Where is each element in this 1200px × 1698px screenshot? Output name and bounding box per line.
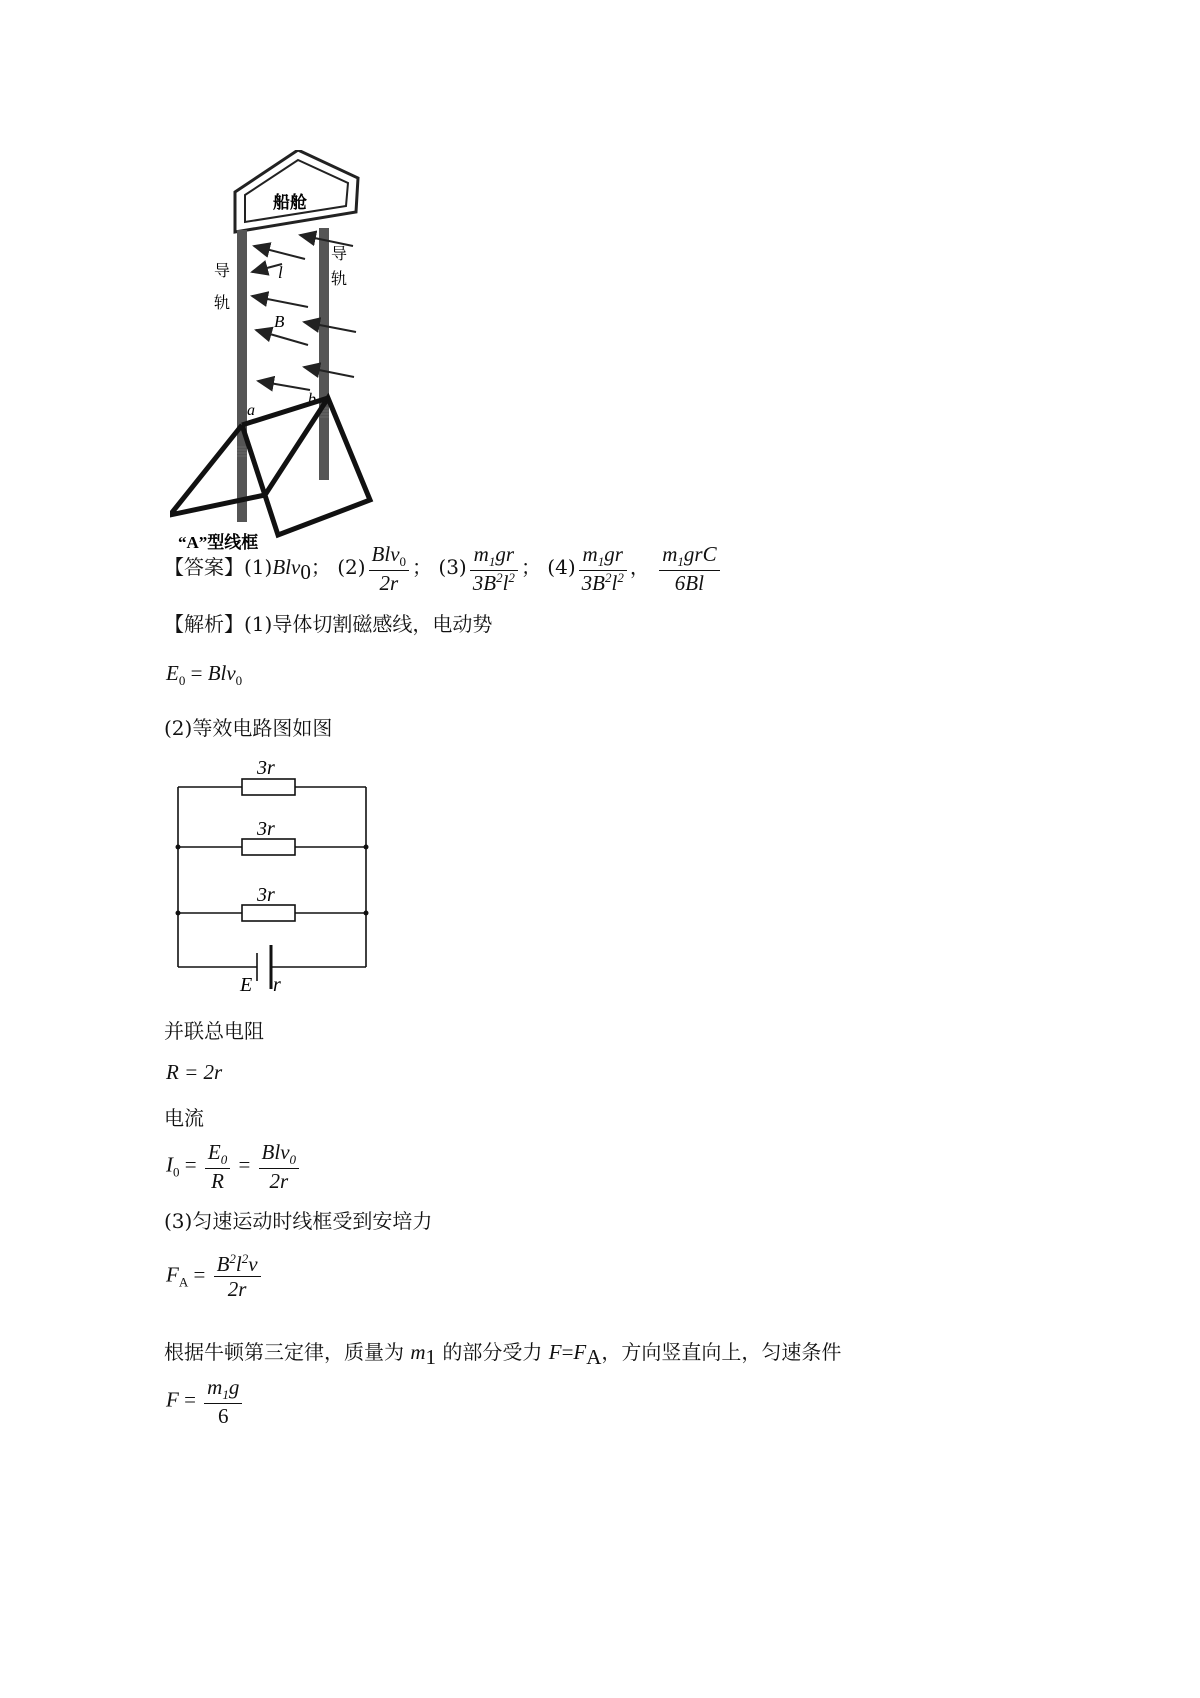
sep2: ； (412, 555, 433, 580)
eq4-num-sup2: 2 (241, 1251, 249, 1266)
p3-den-l: l (502, 571, 509, 596)
p4a-den: 3B (581, 571, 605, 596)
label-l: l (278, 263, 283, 282)
left-rail-label-1: 导 (214, 263, 231, 280)
p2-num-sub: 0 (399, 554, 407, 570)
eq3-fraction-1 (205, 1140, 230, 1193)
line6-FA: F (573, 1340, 587, 1364)
answer-p1-sub: 0 (300, 560, 311, 585)
internal-resistance-label: r (273, 974, 281, 996)
eq1-rhs: Blv (207, 661, 236, 685)
line6-FA-sub: A (586, 1345, 602, 1369)
p4b-num-rest: grC (683, 542, 717, 566)
answer-p2-prefix: (2) (337, 555, 366, 580)
p4a-den-l: l (611, 571, 618, 596)
sep4: ， (629, 555, 650, 580)
analysis-line-4: 电流 (164, 1106, 204, 1130)
eq1-rhs-sub: 0 (235, 673, 243, 689)
p4a-num-sub: 1 (597, 554, 605, 570)
a-frame-coil (170, 398, 370, 535)
answer-p3-fraction (470, 542, 518, 595)
line6-m: m (410, 1340, 426, 1364)
line6-eq: = (561, 1340, 574, 1364)
answer-p4b-fraction (659, 542, 719, 595)
label-B: B (274, 312, 285, 331)
label-a: a (247, 402, 255, 419)
answer-p4a-fraction (579, 542, 627, 595)
resistor-2 (242, 839, 295, 855)
p3-den: 3B (472, 571, 497, 596)
eq3-lhs: I (166, 1152, 173, 1177)
resistor-2-label: 3r (257, 818, 275, 840)
eq4-num-v: v (248, 1252, 258, 1276)
analysis-tag: 【解析】 (164, 612, 244, 636)
right-rail (319, 228, 329, 480)
eq1-lhs-sub: 0 (178, 673, 186, 689)
eq3-f2-num: Blv (261, 1140, 290, 1164)
p3-den-sup2: 2 (508, 570, 515, 586)
eq4-num-B: B (216, 1252, 230, 1276)
answer-p1: Blv (272, 555, 301, 580)
answer-line (164, 542, 723, 595)
line6-b: 的部分受力 (436, 1340, 549, 1364)
label-b: b (308, 391, 316, 408)
analysis-text-1: (1)导体切割磁感线，电动势 (244, 612, 493, 636)
line6-m-sub: 1 (425, 1345, 437, 1369)
p4a-den-sup2: 2 (617, 570, 624, 586)
equation-fa: $F_A$ = $\frac{B^2l^2v}{2r}$ (166, 1252, 264, 1301)
eq3-f1-num-sub: 0 (220, 1152, 228, 1168)
p3-num-rest: gr (495, 542, 515, 566)
eq5-lhs: F (166, 1387, 179, 1412)
eq4-fraction (214, 1252, 261, 1301)
eq1-lhs: E (166, 661, 179, 685)
p3-num-sub: 1 (488, 554, 496, 570)
eq3-fraction-2 (259, 1140, 300, 1193)
resistor-3-label: 3r (257, 884, 275, 906)
equation-e0: $E_0 = Blv_0$ (166, 661, 243, 689)
right-rail-label-2: 轨 (331, 271, 348, 288)
eq5-fraction (204, 1375, 242, 1428)
eq3-lhs-sub: 0 (173, 1164, 180, 1180)
eq5-num-sub: 1 (222, 1387, 229, 1403)
frame-caption: “A”型线框 (178, 533, 259, 552)
eq4-lhs-sub: A (178, 1274, 189, 1290)
eq3-f1-den: R (211, 1169, 224, 1194)
p4a-den-sup: 2 (604, 570, 612, 586)
equation-f: F = $\frac{m_1g}{6}$ (166, 1375, 245, 1428)
sep3: ； (520, 555, 541, 580)
resistor-1 (242, 779, 295, 795)
eq5-num-g: g (228, 1375, 240, 1399)
eq5-num-m: m (207, 1375, 223, 1399)
emf-label: E (240, 974, 253, 996)
cabin (235, 150, 358, 232)
analysis-line-3: 并联总电阻 (164, 1019, 264, 1043)
sep1: ； (310, 555, 331, 580)
equation-i0: $I_0$ = $\frac{E_0}{R}$ = $\frac{Blv_0}{2r}$ (166, 1140, 302, 1193)
line6-c: ，方向竖直向上，匀速条件 (601, 1340, 842, 1364)
answer-p2-fraction (369, 542, 410, 595)
right-rail-label-1: 导 (331, 246, 348, 263)
p4b-den: 6Bl (674, 571, 704, 596)
resistor-1-label: 3r (257, 757, 275, 779)
analysis-line-2: (2)等效电路图如图 (164, 716, 333, 740)
p3-num-m: m (473, 542, 489, 566)
p4b-num-m: m (662, 542, 678, 566)
eq4-den: 2r (227, 1277, 247, 1302)
eq4-lhs: F (166, 1262, 179, 1287)
rail-system-figure (170, 150, 420, 560)
p4b-num-sub: 1 (677, 554, 684, 570)
answer-p3-prefix: (3) (438, 555, 467, 580)
left-rail-label-2: 轨 (214, 295, 231, 312)
answer-tag: 【答案】 (164, 555, 244, 580)
analysis-line-1 (164, 608, 492, 637)
answer-p1-prefix: (1) (244, 555, 273, 580)
answer-p4-prefix: (4) (547, 555, 576, 580)
analysis-line-5: (3)匀速运动时线框受到安培力 (164, 1209, 433, 1233)
battery (257, 945, 271, 989)
resistor-3 (242, 905, 295, 921)
line6-F: F (548, 1340, 562, 1364)
p4a-num-rest: gr (604, 542, 623, 566)
eq3-f2-den: 2r (269, 1169, 289, 1194)
line6-a: 根据牛顿第三定律，质量为 (164, 1340, 411, 1364)
left-rail (237, 230, 247, 522)
eq4-num-l: l (235, 1252, 242, 1276)
p4a-num-m: m (582, 542, 598, 566)
equation-r: R = 2r (166, 1060, 223, 1084)
p2-den: 2r (379, 571, 399, 596)
p3-den-sup: 2 (496, 570, 503, 586)
p2-num: Blv (371, 542, 400, 566)
equivalent-circuit (170, 755, 385, 1000)
eq5-den: 6 (218, 1404, 229, 1429)
eq4-num-sup: 2 (229, 1251, 236, 1266)
eq3-f1-num: E (207, 1140, 221, 1164)
cabin-label: 船舱 (273, 193, 307, 212)
analysis-line-6 (164, 1336, 841, 1370)
eq3-f2-num-sub: 0 (289, 1152, 297, 1168)
